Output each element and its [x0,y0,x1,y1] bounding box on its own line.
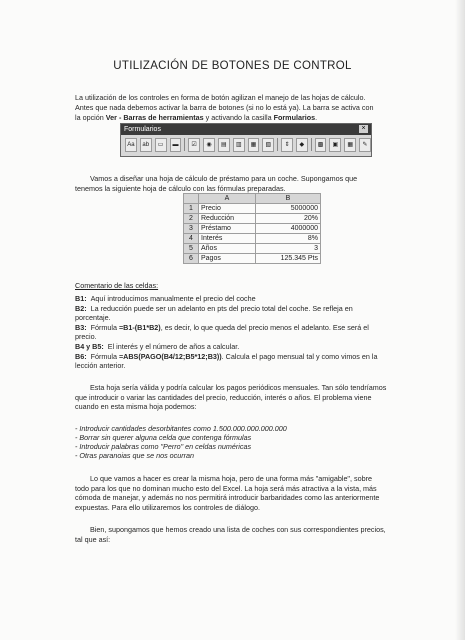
close-icon[interactable]: × [359,125,368,133]
cell-label: Años [199,244,256,254]
intro-line-3-pre: la opción [75,113,106,122]
corner-cell [184,194,199,204]
para4-line-4: expuestas. Para ello utilizaremos los controles de diálogo. [75,503,260,512]
comment-b3-cont: precio. [75,332,97,341]
para2-line-1: Vamos a diseñar una hoja de cálculo de préstamo para un coche. Supongamos que [90,174,358,183]
comment-b6-cont: lección anterior. [75,361,126,370]
combo-list-button[interactable]: ▦ [248,138,260,152]
intro-line-1: La utilización de los controles en forma de botón agilizan el manejo de las hojas de cálculo. [75,93,366,102]
option-button[interactable]: ◉ [203,138,215,152]
scroll-bar-button[interactable]: ⇕ [281,138,293,152]
row-number: 4 [184,234,199,244]
table-row [184,204,321,214]
row-number: 5 [184,244,199,254]
comment-text: El interés y el número de años a calcular. [107,342,240,351]
table-row [184,254,321,264]
cell-ref: B3: [75,323,87,332]
edit-box-button[interactable]: ab [140,138,152,152]
comment-text: La reducción puede ser un adelanto en pts del precio total del coche. Se refleja en [90,304,353,313]
comment-text: Fórmula [90,352,119,361]
toggle-grid-button[interactable]: ▦ [344,138,356,152]
cell-label: Reducción [199,214,256,224]
page-edge-shadow [455,0,465,640]
document-title: UTILIZACIÓN DE BOTONES DE CONTROL [113,60,352,72]
cell-value: 20% [256,214,321,224]
para3-line-1: Esta hoja sería válida y podría calcular los pagos periódicos mensuales. Tan sólo tendríamos [90,383,387,392]
cell-value: 8% [256,234,321,244]
table-row [184,224,321,234]
spinner-button[interactable]: ◆ [296,138,308,152]
list-item: - Introducir palabras como "Perro" en celdas numéricas [75,442,252,451]
comments-heading: Comentario de las celdas: [75,281,159,290]
checkbox-button[interactable]: ☑ [188,138,200,152]
comment-text: . Calcula el pago mensual tal y como vimos en la [221,352,378,361]
cell-ref: B6: [75,352,87,361]
label-button[interactable]: Aa [125,138,137,152]
list-item: - Introducir cantidades desorbitantes como 1.500.000.000.000.000 [75,424,287,433]
cell-ref: B1: [75,294,87,303]
cell-label: Interés [199,234,256,244]
para4-line-3: cómoda de manejar, y además no nos permitirá introducir barbaridades como las anteriormente [75,493,380,502]
comment-b1 [75,294,256,303]
intro-line-3-mid: y activando la casilla [203,113,274,122]
combo-box-button[interactable]: ▥ [233,138,245,152]
comment-b2-cont: porcentaje. [75,313,111,322]
toolbar-title: Formularios [124,126,161,133]
formula-text: =B1-(B1*B2) [118,323,161,332]
cell-value: 125.345 Pts [256,254,321,264]
list-item: - Otras paranoias que se nos ocurran [75,451,195,460]
cell-ref: B4 y B5: [75,342,104,351]
intro-line-3 [75,113,317,122]
para2-line-2: tenemos la siguiente hoja de cálculo con las fórmulas preparadas. [75,184,286,193]
formula-text: =ABS(PAGO(B4/12;B5*12;B3)) [118,352,222,361]
toolbar-title-bar [121,124,371,135]
toolbar-separator [311,138,312,151]
column-header-a: A [199,194,256,204]
para3-line-3: cuando en esta misma hoja podemos: [75,402,197,411]
row-number: 1 [184,204,199,214]
para4-line-2: todo para los que no dominan mucho esto del Excel. La hoja será más atractiva a la vista, más [75,484,377,493]
para5-line-1: Bien, supongamos que hemos creado una lista de coches con sus correspondientes precios, [90,525,386,534]
group-box-button[interactable]: ▭ [155,138,167,152]
run-dialog-button[interactable]: ✎ [359,138,371,152]
cell-value: 4000000 [256,224,321,234]
sheet-header-row [184,194,321,204]
combo-dropdown-button[interactable]: ▧ [262,138,274,152]
para4-line-1: Lo que vamos a hacer es crear la misma hoja, pero de una forma más "amigable", sobre [90,474,372,483]
toolbar-separator [277,138,278,151]
cell-value: 3 [256,244,321,254]
comment-text: , es decir, lo que queda del precio menos el adelanto. Ese será el [160,323,369,332]
cell-label: Préstamo [199,224,256,234]
intro-line-3-post: . [315,113,318,122]
para5-line-2: tal que así: [75,535,111,544]
table-row [184,214,321,224]
toolbar-buttons [121,135,371,154]
button-button[interactable]: ▬ [170,138,182,152]
list-item: - Borrar sin querer alguna celda que contenga fórmulas [75,433,252,442]
para3-line-2: que introducir o variar las cantidades del precio, reducción, interés o años. El problema viene [75,393,372,402]
column-header-b: B [256,194,321,204]
comment-b3 [75,323,369,332]
cell-label: Pagos [199,254,256,264]
table-row [184,244,321,254]
formularios-toolbar [120,123,372,157]
row-number: 2 [184,214,199,224]
loan-spreadsheet [183,193,321,264]
table-row [184,234,321,244]
formularios-text: Formularios [273,113,316,122]
cell-label: Precio [199,204,256,214]
comment-text: Fórmula [90,323,119,332]
intro-line-2: Antes que nada debemos activar la barra de botones (si no lo está ya). La barra se activa con [75,103,374,112]
comment-b4-b5 [75,342,239,351]
row-number: 6 [184,254,199,264]
row-number: 3 [184,224,199,234]
toolbar-separator [184,138,185,151]
edit-code-button[interactable]: ▣ [329,138,341,152]
list-box-button[interactable]: ▤ [218,138,230,152]
cell-value: 5000000 [256,204,321,214]
cell-ref: B2: [75,304,87,313]
comment-b6 [75,352,377,361]
comment-text: Aquí introducimos manualmente el precio del coche [90,294,256,303]
menu-path-text: Ver - Barras de herramientas [105,113,204,122]
comment-b2 [75,304,353,313]
control-properties-button[interactable]: ▩ [315,138,327,152]
